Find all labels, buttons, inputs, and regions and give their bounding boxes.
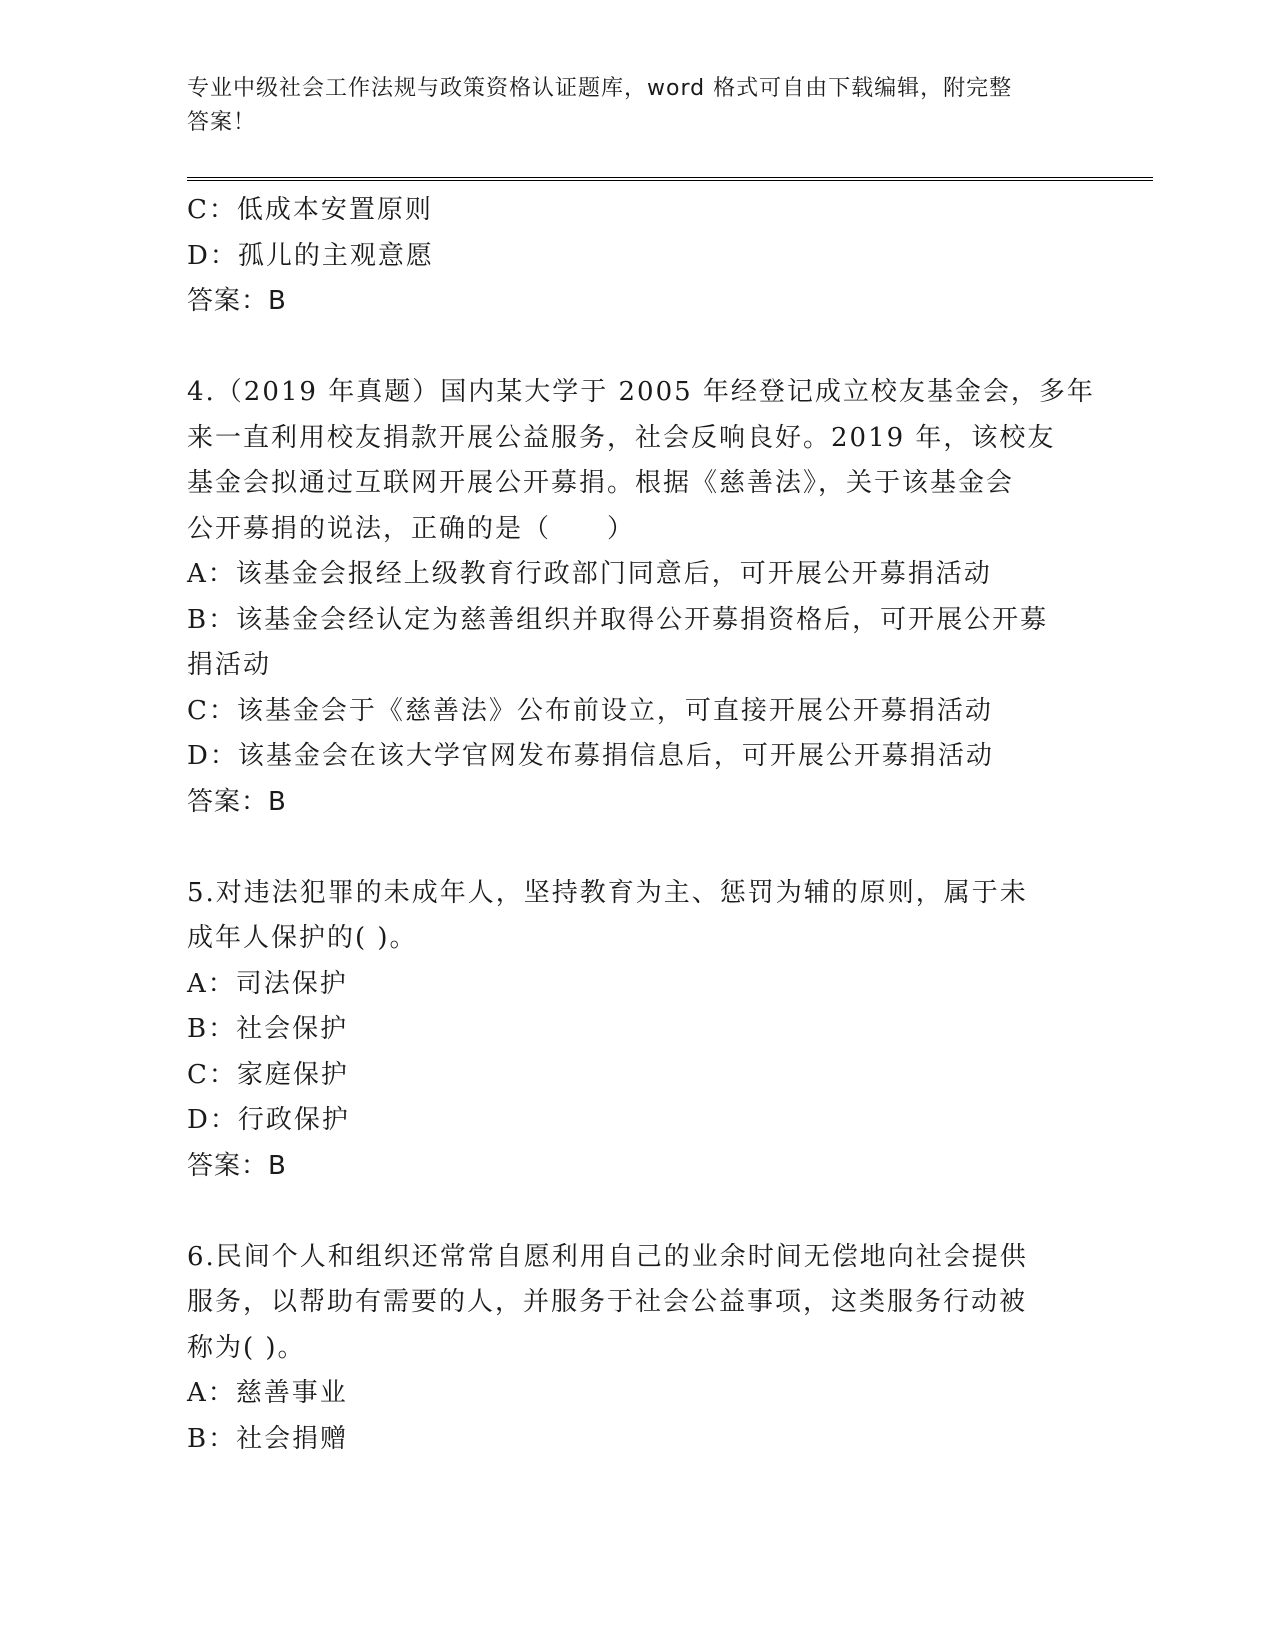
- header-rule: [187, 177, 1153, 181]
- header-line-1: 专业中级社会工作法规与政策资格认证题库，word 格式可自由下载编辑，附完整: [187, 76, 1013, 101]
- option-c: C：低成本安置原则: [187, 195, 433, 225]
- question-stem: 6.民间个人和组织还常常自愿利用自己的业余时间无偿地向社会提供: [187, 1241, 1028, 1272]
- page-header: [187, 72, 1067, 140]
- option-b-continued: 捐活动: [187, 650, 272, 680]
- option-c: C：家庭保护: [187, 1059, 349, 1090]
- option-c: C：该基金会于《慈善法》公布前设立，可直接开展公开募捐活动: [187, 695, 993, 726]
- option-d: D：该基金会在该大学官网发布募捐信息后，可开展公开募捐活动: [187, 741, 994, 771]
- option-a: A：该基金会报经上级教育行政部门同意后，可开展公开募捐活动: [187, 559, 992, 589]
- answer: 答案：B: [187, 1150, 287, 1181]
- question-stem: 5.对违法犯罪的未成年人，坚持教育为主、惩罚为辅的原则，属于未: [187, 877, 1028, 908]
- option-d: D：行政保护: [187, 1105, 350, 1135]
- option-a: A：司法保护: [187, 968, 348, 999]
- option-d: D：孤儿的主观意愿: [187, 240, 434, 271]
- option-b: B：社会捐赠: [187, 1423, 349, 1454]
- question-5: [187, 871, 1087, 1190]
- question-stem: 来一直利用校友捐款开展公益服务，社会反响良好。2019 年，该校友: [187, 422, 1056, 453]
- spacer: [187, 325, 1087, 371]
- question-stem: 成年人保护的( )。: [187, 923, 418, 953]
- header-line-2: 答案！: [187, 110, 257, 135]
- option-a: A：慈善事业: [187, 1378, 348, 1408]
- option-b: B：该基金会经认定为慈善组织并取得公开募捐资格后，可开展公开募: [187, 604, 1049, 635]
- question-4: [187, 370, 1095, 825]
- question-stem: 4.（2019 年真题）国内某大学于 2005 年经登记成立校友基金会，多年: [187, 377, 1095, 407]
- question-stem: 基金会拟通过互联网开展公开募捐。根据《慈善法》，关于该基金会: [187, 468, 1015, 498]
- question-stem: 服务，以帮助有需要的人，并服务于社会公益事项，这类服务行动被: [187, 1287, 1028, 1317]
- document-body: [187, 188, 1095, 1462]
- answer: 答案：B: [187, 286, 287, 316]
- option-b: B：社会保护: [187, 1014, 349, 1044]
- question-3-partial: [187, 188, 1087, 325]
- question-stem: 公开募捐的说法，正确的是（ ）: [187, 513, 636, 544]
- spacer: [187, 825, 1087, 871]
- question-6: [187, 1235, 1087, 1463]
- answer: 答案：B: [187, 786, 287, 817]
- question-stem: 称为( )。: [187, 1332, 306, 1363]
- spacer: [187, 1189, 1087, 1235]
